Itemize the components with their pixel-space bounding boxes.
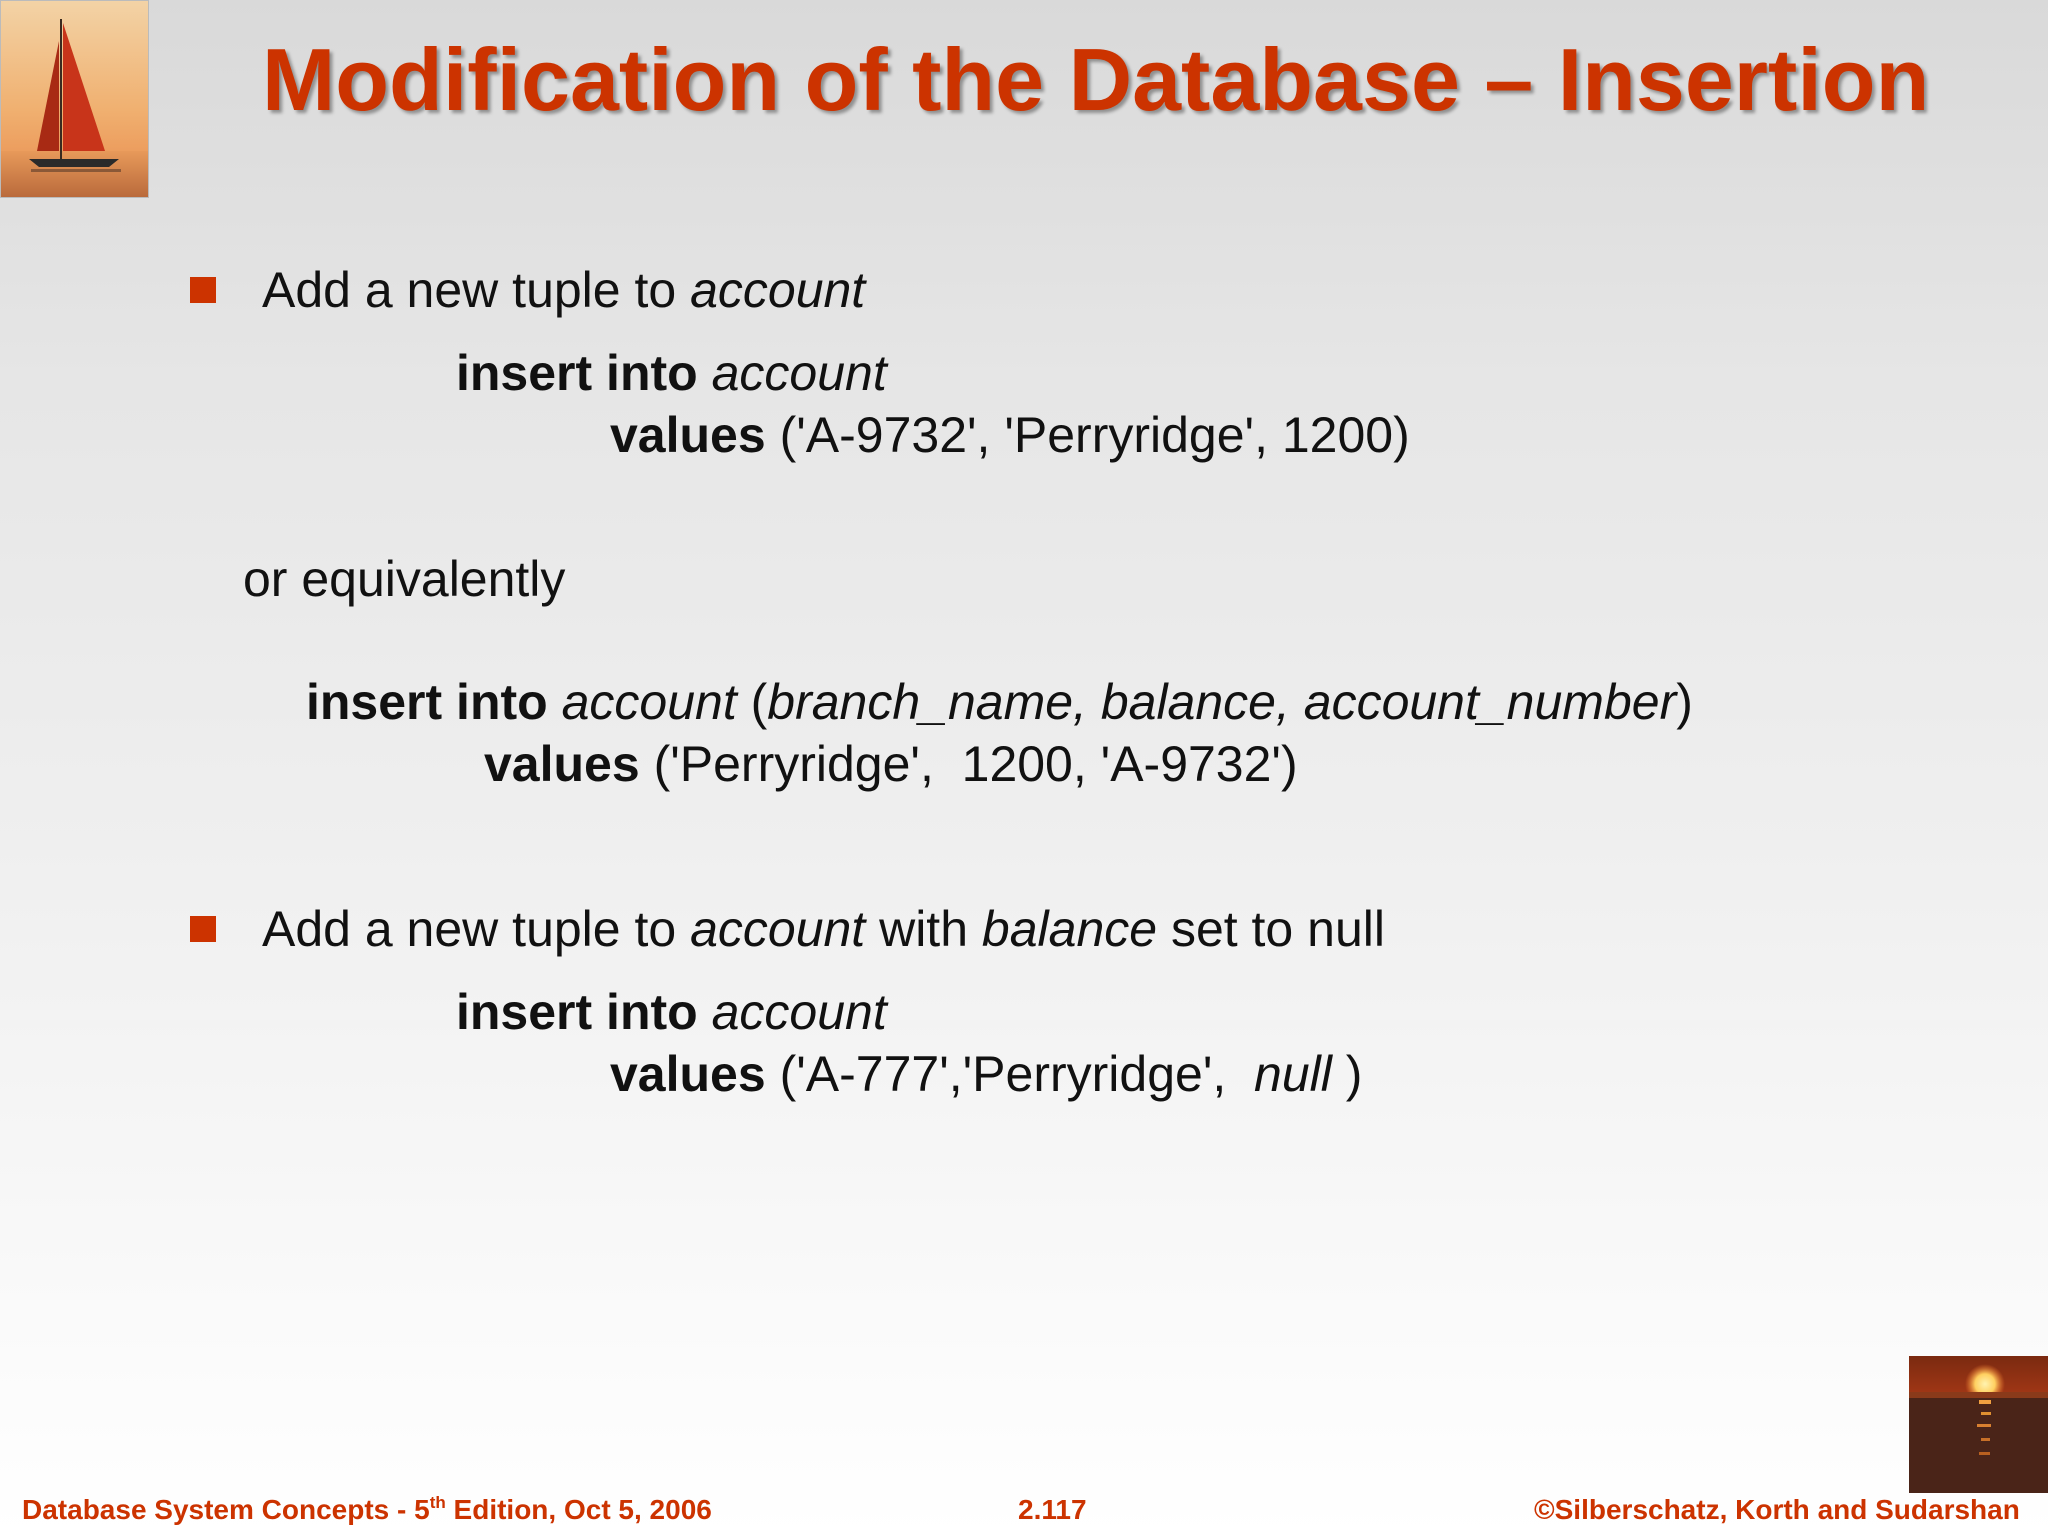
footer-text: Database System Concepts - 5	[22, 1494, 430, 1525]
relation-name: account	[711, 984, 887, 1040]
footer-copyright: ©Silberschatz, Korth and Sudarshan	[1534, 1494, 2020, 1525]
sql-keyword: values	[484, 736, 640, 792]
page-number: 2.117	[1018, 1494, 1087, 1525]
sql-line	[610, 1044, 1362, 1104]
sql-line	[456, 343, 887, 403]
relation-name: account	[690, 262, 866, 318]
sql-line	[610, 405, 1410, 465]
sql-line	[484, 734, 1298, 794]
footer-superscript: th	[429, 1493, 446, 1512]
text-segment: Add a new tuple to	[262, 901, 691, 957]
paren-close: )	[1676, 674, 1693, 730]
bullet-marker	[190, 277, 216, 303]
sql-keyword: values	[610, 1046, 766, 1102]
relation-name: account	[690, 901, 866, 957]
relation-name: account	[561, 674, 737, 730]
text-segment: set to null	[1157, 901, 1385, 957]
sql-line	[306, 672, 1693, 732]
sql-values: ('Perryridge', 1200, 'A-9732')	[653, 736, 1298, 792]
relation-name: account	[711, 345, 887, 401]
sql-values: ('A-777','Perryridge',	[779, 1046, 1255, 1102]
null-value: null	[1254, 1046, 1332, 1102]
sql-keyword: insert into	[456, 984, 698, 1040]
bullet-text	[262, 899, 1385, 959]
sailboat-logo-image	[0, 0, 149, 198]
paren-open: (	[750, 674, 768, 730]
text-segment: Add a new tuple to	[262, 262, 691, 318]
sql-keyword: insert into	[306, 674, 548, 730]
sunset-image	[1909, 1356, 2048, 1493]
attribute-name: balance	[981, 901, 1158, 957]
column-list: branch_name, balance, account_number	[767, 674, 1677, 730]
footer-text: Edition, Oct 5, 2006	[445, 1494, 712, 1525]
sql-keyword: values	[610, 407, 766, 463]
sql-line	[456, 982, 887, 1042]
slide-title: Modification of the Database – Insertion	[262, 30, 1930, 129]
bullet-marker	[190, 916, 216, 942]
footer-left	[22, 1493, 712, 1527]
sql-keyword: insert into	[456, 345, 698, 401]
bullet-text	[262, 260, 865, 320]
sql-values: ('A-9732', 'Perryridge', 1200)	[779, 407, 1410, 463]
sql-values-end: )	[1331, 1046, 1363, 1102]
text-segment: with	[865, 901, 982, 957]
connector-text: or equivalently	[243, 551, 566, 607]
